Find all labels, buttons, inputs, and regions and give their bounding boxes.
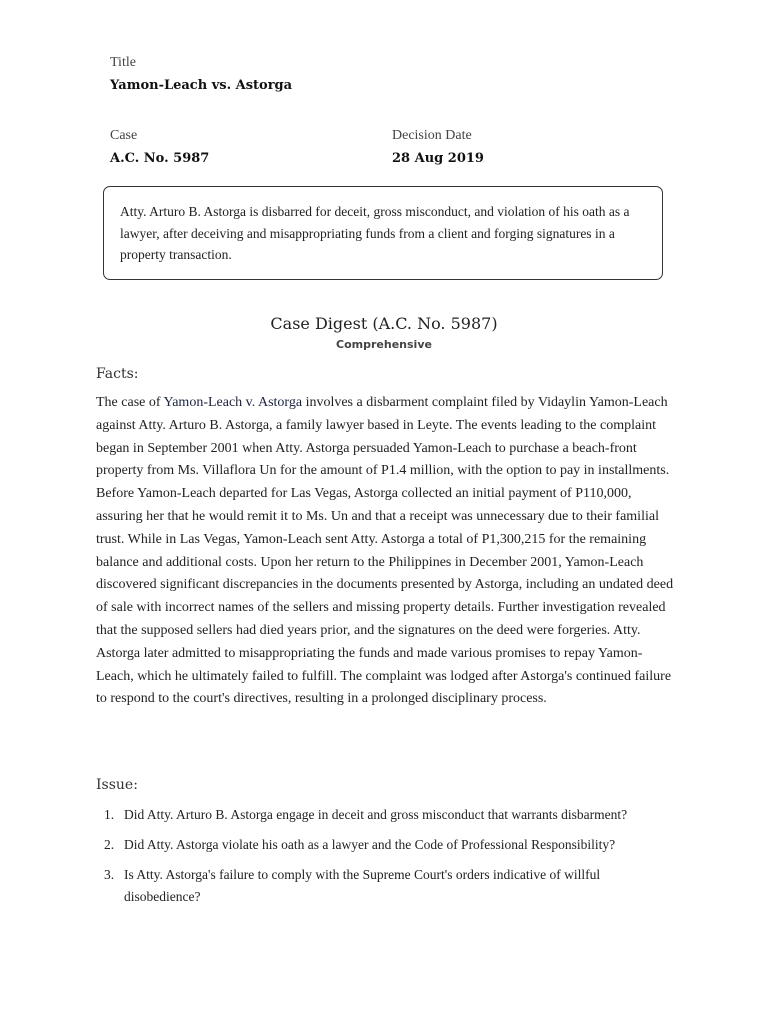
- issue-item: [96, 864, 666, 908]
- case-reference: Yamon-Leach v. Astorga: [163, 395, 303, 410]
- issue-number: 3.: [104, 867, 115, 882]
- title-label: Title: [110, 55, 136, 70]
- issue-number: 2.: [104, 837, 115, 852]
- facts-heading: Facts:: [96, 366, 139, 382]
- issue-text: Is Atty. Astorga's failure to comply with the Supreme Court's orders indicative of willful disobedience?: [124, 867, 601, 904]
- issue-item: [96, 834, 666, 856]
- decision-date-value: 28 Aug 2019: [392, 151, 484, 166]
- issue-text: Did Atty. Astorga violate his oath as a lawyer and the Code of Professional Responsibility?: [124, 837, 616, 852]
- issue-heading: Issue:: [96, 777, 138, 793]
- issue-number: 1.: [104, 807, 115, 822]
- case-number: A.C. No. 5987: [110, 151, 210, 166]
- title-value: Yamon-Leach vs. Astorga: [110, 78, 293, 93]
- issue-item: [96, 804, 666, 826]
- case-summary-text: Atty. Arturo B. Astorga is disbarred for deceit, gross misconduct, and violation of his oath as a lawyer, after deceiving and misappropriating funds from a client and forging signatures in a property transaction.: [120, 204, 630, 262]
- issue-text: Did Atty. Arturo B. Astorga engage in deceit and gross misconduct that warrants disbarment?: [124, 807, 628, 822]
- case-label: Case: [110, 128, 138, 143]
- facts-body-text: involves a disbarment complaint filed by Vidaylin Yamon-Leach against Atty. Arturo B. Astorga, a family lawyer based in Leyte. The events leading to the complaint began in September 2001 when Atty. Astorga persuaded Yamon-Leach to purchase a beach-front property from Ms. Villaflora Un for the amount of P1.4 million, with the option to pay in installments. Before Yamon-Leach departed for Las Vegas, Astorga collected an initial payment of P110,000, assuring her that he would remit it to Ms. Un and that a receipt was unnecessary due to their familial trust. While in Las Vegas, Yamon-Leach sent Atty. Astorga a total of P1,300,215 for the remaining balance and additional costs. Upon her return to the Philippines in December 2001, Yamon-Leach discovered significant discrepancies in the documents presented by Astorga, including an undated deed of sale with incorrect names of the sellers and missing property details. Further investigation revealed that the supposed sellers had died years prior, and the signatures on the deed were forgeries. Atty. Astorga later admitted to misappropriating the funds and made various promises to repay Yamon-Leach, which he ultimately failed to fulfill. The complaint was lodged after Astorga's continued failure to respond to the court's directives, resulting in a prolonged disciplinary process.: [96, 395, 674, 707]
- facts-paragraph: [96, 392, 674, 711]
- case-summary-box: [103, 186, 663, 280]
- digest-subtitle: Comprehensive: [336, 338, 432, 351]
- decision-date-label: Decision Date: [392, 128, 472, 143]
- facts-intro: The case of: [96, 395, 164, 410]
- digest-title: Case Digest (A.C. No. 5987): [270, 314, 498, 333]
- issue-list: [96, 804, 666, 916]
